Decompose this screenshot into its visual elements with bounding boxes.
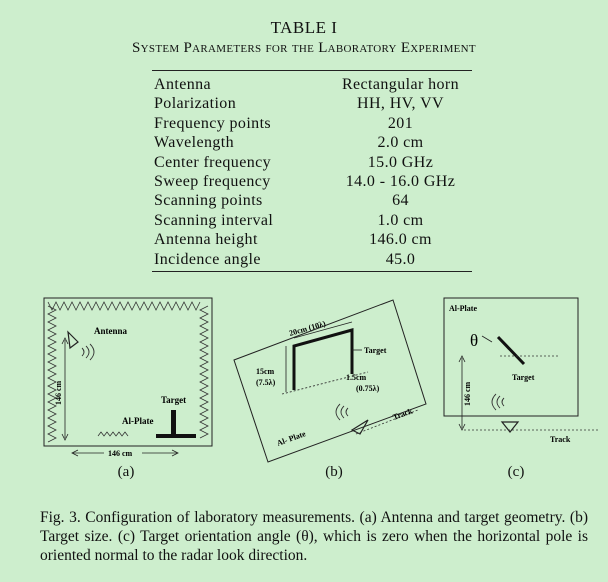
panel-a-label: (a) — [117, 464, 135, 480]
right-absorber — [200, 306, 208, 438]
table-row — [152, 153, 472, 172]
width-label: 146 cm — [108, 449, 133, 458]
table-row — [152, 191, 472, 210]
table-row — [152, 172, 472, 191]
target-label: Target — [161, 395, 187, 405]
panel-b-label: (b) — [325, 464, 343, 480]
param-value: 15.0 GHz — [367, 153, 434, 171]
length-label: 20cm (10λ) — [288, 318, 327, 338]
antenna-icon — [502, 422, 518, 432]
wave-icon — [492, 394, 504, 410]
param-value: Rectangular horn — [341, 76, 460, 93]
antenna-label: Antenna — [94, 326, 128, 336]
param-value: HH, HV, VV — [357, 95, 444, 113]
target-pole — [171, 410, 176, 436]
figure-caption: Fig. 3. Configuration of laboratory measurements. (a) Antenna and target geometry. (b) Target size. (c) Target orientation angle (θ), which is zero when the horizontal pole is oriented normal to the radar look direction. — [40, 509, 588, 564]
plate-label: Al-Plate — [449, 304, 477, 313]
param-value: 201 — [387, 114, 414, 132]
track-label: Track — [550, 435, 571, 444]
table-row — [152, 75, 472, 94]
target-base — [156, 434, 196, 438]
param-value: 45.0 — [385, 250, 416, 268]
param-value: 64 — [392, 192, 409, 210]
wave-icon — [82, 344, 94, 360]
height-lambda-label: (7.5λ) — [256, 378, 276, 387]
param-name: Polarization — [154, 95, 237, 113]
figure-panel-a — [38, 292, 218, 464]
theta-label: θ — [470, 331, 479, 350]
param-name: Center frequency — [154, 153, 272, 171]
param-name: Antenna height — [154, 231, 258, 249]
table-row — [152, 250, 472, 269]
param-name: Scanning interval — [154, 211, 274, 229]
antenna-icon — [352, 420, 368, 434]
param-value: 1.0 cm — [377, 211, 424, 229]
param-name: Scanning points — [154, 192, 263, 210]
param-name: Wavelength — [154, 134, 235, 152]
param-name: Incidence angle — [154, 250, 261, 268]
panel-c-label: (c) — [507, 464, 525, 480]
track-label: Track — [391, 406, 414, 422]
table-row — [152, 94, 472, 113]
left-absorber — [48, 306, 56, 442]
panel-b-diagram — [228, 292, 428, 464]
target-frame — [294, 330, 352, 390]
height-label: 15cm — [256, 367, 275, 376]
table-row — [152, 133, 472, 152]
theta-pointer — [482, 336, 492, 342]
param-name: Frequency points — [154, 114, 272, 132]
gap-lambda-label: (0.75λ) — [356, 384, 380, 393]
target-rod — [498, 337, 524, 364]
target-label: Target — [364, 346, 387, 355]
param-name: Antenna — [154, 76, 212, 93]
param-value: 146.0 cm — [369, 231, 432, 249]
plate-label: Al- Plate — [275, 429, 307, 448]
table-title: TABLE I — [270, 18, 338, 37]
panel-c-diagram — [440, 292, 605, 464]
param-value: 2.0 cm — [377, 134, 424, 152]
figure-panel-c — [440, 292, 605, 464]
parameter-table — [152, 70, 472, 272]
param-value: 14.0 - 16.0 GHz — [345, 172, 456, 190]
panel-a-diagram — [38, 292, 218, 464]
target-label: Target — [512, 373, 535, 382]
gap-label: 1.5cm — [346, 373, 367, 382]
plate-ripple — [98, 432, 128, 436]
param-name: Sweep frequency — [154, 172, 271, 190]
height-label: 146 cm — [463, 381, 472, 406]
table-row — [152, 114, 472, 133]
table-caption: System Parameters for the Laboratory Experiment — [132, 40, 476, 56]
top-absorber — [48, 302, 200, 310]
table-row — [152, 230, 472, 249]
antenna-icon — [68, 332, 78, 348]
figure-panel-b — [228, 292, 428, 464]
wave-icon — [336, 404, 348, 420]
table-row — [152, 211, 472, 230]
plate-label: Al-Plate — [122, 416, 154, 426]
height-label: 146 cm — [54, 380, 63, 405]
